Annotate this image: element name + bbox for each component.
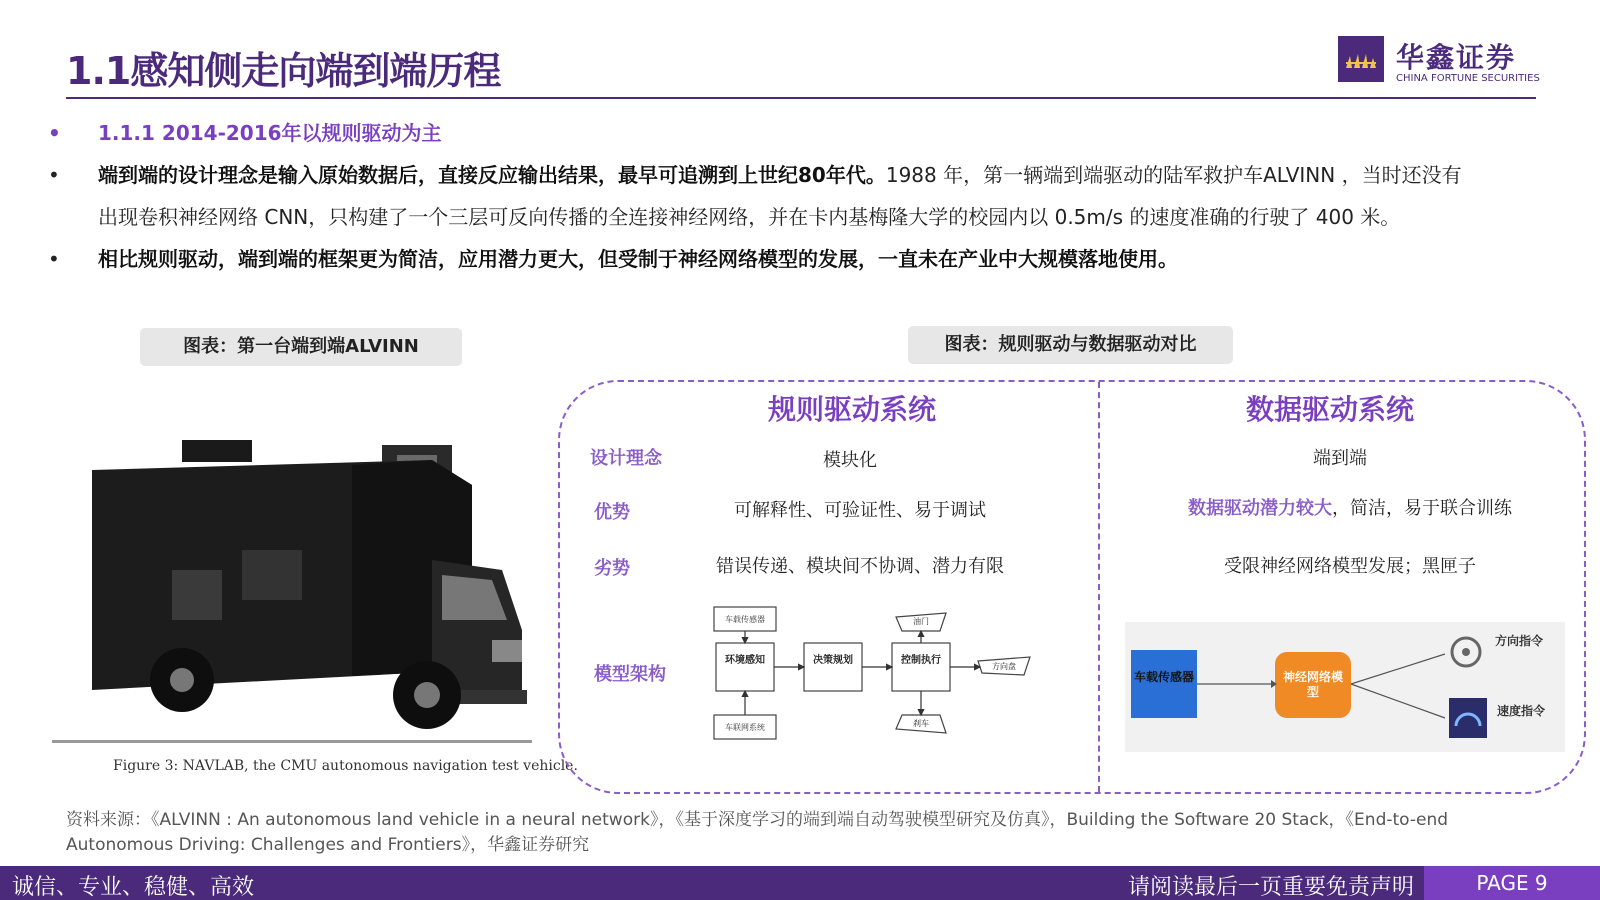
rule-pros-text: 可解释性、可验证性、易于调试 (734, 500, 986, 521)
rule-design-text: 模块化 (823, 450, 877, 471)
subheading-text: 1.1.1 2014-2016年以规则驱动为主 (98, 121, 442, 145)
company-logo (1338, 36, 1538, 86)
modular-architecture-diagram (700, 605, 1060, 765)
bullet-bold-text: 相比规则驱动，端到端的框架更为简洁，应用潜力更大，但受制于神经网络模型的发展，一直未在产业中大规模落地使用。 (98, 247, 1178, 271)
nn-output-direction: 方向指令 (1495, 634, 1544, 648)
figure-caption-left: 图表：第一台端到端ALVINN (140, 328, 462, 366)
bullet-dot: • (48, 163, 60, 187)
source-note: 资料来源：《ALVINN : An autonomous land vehicle in a neural network》，《基于深度学习的端到端自动驾驶模型研究及仿真》，Building the Software 20 Stack，《End-to-end Autonomous Driving: Challenges and Frontiers》，华鑫证券研究 (66, 810, 1449, 855)
flow-node-brake: 刹车 (913, 719, 929, 728)
footer-bar (0, 866, 1600, 900)
end-to-end-architecture-diagram (1125, 622, 1565, 752)
rule-system-title: 规则驱动系统 (768, 393, 937, 426)
logo-text-cn: 华鑫证券 (1396, 41, 1517, 74)
label-pros: 优势 (594, 502, 630, 523)
footer-disclaimer: 请阅读最后一页重要免责声明 (1127, 875, 1414, 900)
nn-node-sensor: 车载传感器 (1133, 670, 1194, 684)
logo-text-en: CHINA FORTUNE SECURITIES (1396, 73, 1540, 84)
flow-node-perception: 环境感知 (725, 655, 765, 666)
footer-motto: 诚信、专业、稳健、高效 (12, 875, 255, 900)
flow-node-sensor: 车载传感器 (725, 615, 765, 624)
data-pros-highlight: 数据驱动潜力较大 (1188, 498, 1332, 519)
nn-output-speed: 速度指令 (1497, 704, 1546, 718)
navlab-truck-image (52, 440, 532, 780)
bullet-dot: • (48, 121, 61, 145)
rule-cons-text: 错误传递、模块间不协调、潜力有限 (716, 556, 1004, 577)
nn-node-model: 神经网络模型 (1282, 670, 1343, 699)
page-number: PAGE 9 (1424, 866, 1600, 900)
label-architecture: 模型架构 (594, 664, 666, 685)
bullet-bold-text: 端到端的设计理念是输入原始数据后，直接反应输出结果，最早可追溯到上世纪80年代。 (98, 163, 886, 187)
bullet-body-text: 1988 年，第一辆端到端驱动的陆军救护车ALVINN ，当时还没有出现卷积神经网络 CNN，只构建了一个三层可反向传播的全连接神经网络，并在卡内基梅隆大学的校园内以 0.5m/s 的速度准确的行驶了 400 米。 (98, 163, 1462, 229)
panel-divider (1098, 382, 1100, 792)
flow-node-v2x: 车联网系统 (725, 723, 765, 732)
data-pros-rest: ，简洁，易于联合训练 (1332, 498, 1512, 519)
data-system-title: 数据驱动系统 (1246, 393, 1415, 426)
truck-figure-caption: Figure 3: NAVLAB, the CMU autonomous navigation test vehicle. (113, 758, 578, 774)
flow-node-steering: 方向盘 (992, 662, 1016, 671)
flow-node-control: 控制执行 (901, 655, 941, 666)
label-design: 设计理念 (590, 448, 662, 469)
label-cons: 劣势 (594, 558, 630, 579)
data-pros-text (1150, 494, 1550, 520)
bullet-alvinn (48, 154, 1478, 238)
bullet-compare (48, 238, 1478, 280)
data-design-text: 端到端 (1313, 448, 1367, 469)
bullet-subheading (48, 112, 1478, 154)
bullet-list (48, 112, 1478, 280)
page-title: 1.1感知侧走向端到端历程 (66, 49, 501, 93)
title-divider (66, 97, 1536, 99)
data-cons-text: 受限神经网络模型发展；黑匣子 (1224, 556, 1476, 577)
flow-node-planning: 决策规划 (813, 655, 853, 666)
logo-mark-icon (1338, 36, 1384, 82)
flow-node-throttle: 油门 (913, 617, 929, 626)
figure-caption-right: 图表：规则驱动与数据驱动对比 (908, 326, 1233, 364)
bullet-dot: • (48, 247, 60, 271)
